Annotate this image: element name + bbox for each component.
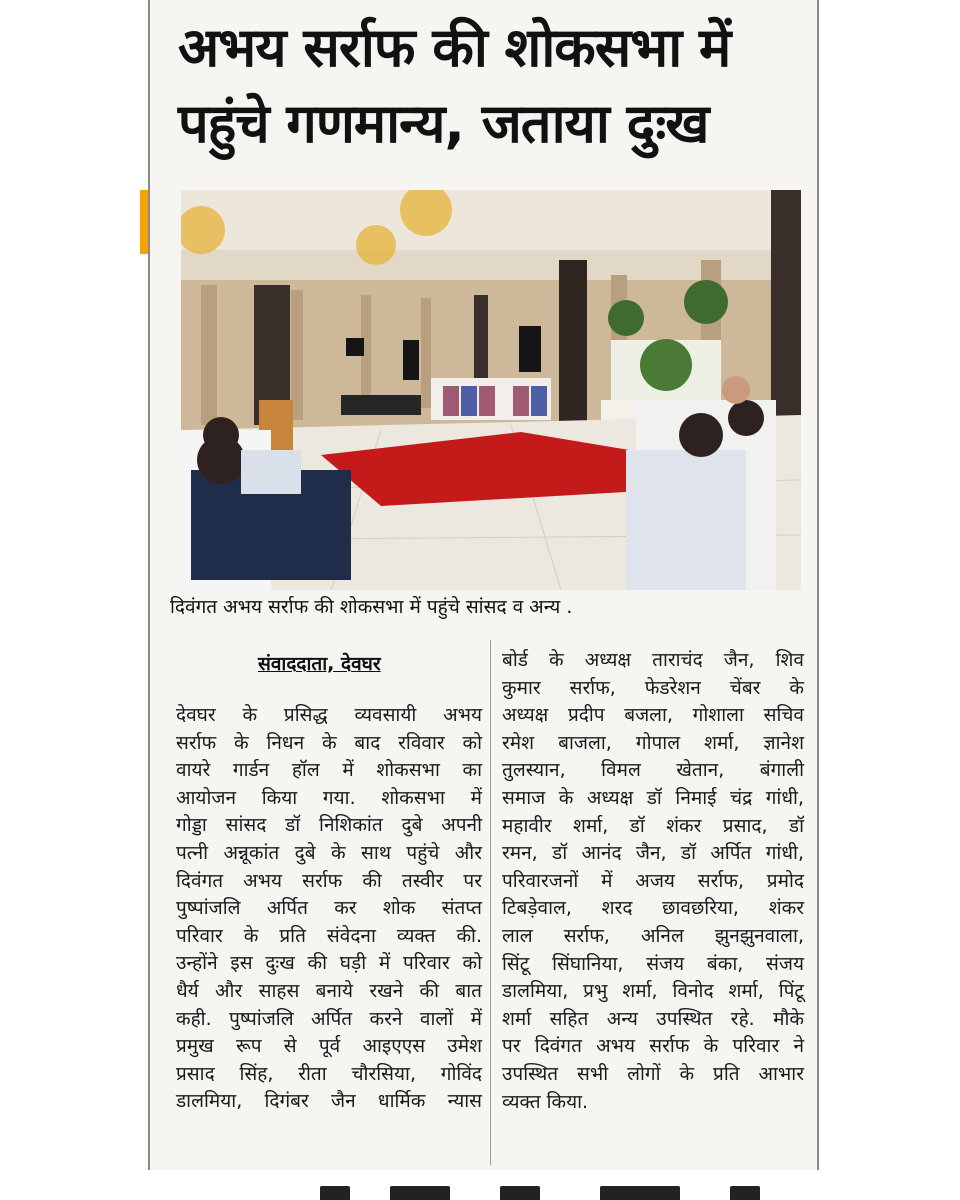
text-line: परिवारजनों में अजय सर्राफ, प्रमोद [502, 869, 804, 892]
next-article-fragment [300, 1178, 770, 1200]
byline: संवाददाता, देवघर [258, 653, 381, 675]
text-line: अध्यक्ष प्रदीप बजला, गोशाला सचिव [502, 704, 804, 727]
headline-line-2: पहुंचे गणमान्य, जताया दुःख [178, 92, 709, 155]
headline [178, 10, 808, 162]
text-line: महावीर शर्मा, डॉ शंकर प्रसाद, डॉ [502, 814, 804, 837]
text-line: समाज के अध्यक्ष डॉ निमाई चंद्र गांधी, [502, 786, 804, 809]
text-line: डालमिया, प्रभु शर्मा, विनोद शर्मा, पिंटू [502, 980, 804, 1003]
text-line: कुमार सर्राफ, फेडरेशन चेंबर के [502, 676, 804, 699]
text-line: शर्मा सहित अन्य उपस्थित रहे. मौके [502, 1007, 804, 1030]
text-line: आयोजन किया गया. शोकसभा में [176, 786, 482, 809]
text-line: दिवंगत अभय सर्राफ की तस्वीर पर [176, 869, 482, 892]
text-line: डालमिया, दिगंबर जैन धार्मिक न्यास [176, 1090, 482, 1113]
text-line: उपस्थित सभी लोगों के प्रति आभार [502, 1062, 804, 1085]
article-column-left [176, 702, 482, 1116]
article-column-right [502, 647, 804, 1116]
text-line: बोर्ड के अध्यक्ष ताराचंद जैन, शिव [502, 649, 804, 671]
headline-line-1: अभय सर्राफ की शोकसभा में [178, 16, 731, 79]
column-divider [490, 640, 491, 1165]
text-line: प्रमुख रूप से पूर्व आइएएस उमेश [176, 1035, 482, 1058]
text-line: उन्होंने इस दुःख की घड़ी में परिवार को [176, 952, 482, 975]
text-line: परिवार के प्रति संवेदना व्यक्त की. [176, 924, 482, 947]
text-line: लाल सर्राफ, अनिल झुनझुनवाला, [502, 924, 804, 947]
text-line: सर्राफ के निधन के बाद रविवार को [176, 731, 482, 754]
accent-mark [140, 190, 148, 254]
text-line: रमेश बाजला, गोपाल शर्मा, ज्ञानेश [502, 731, 804, 754]
text-line: रमन, डॉ आनंद जैन, डॉ अर्पित गांधी, [502, 842, 804, 865]
text-line: पर दिवंगत अभय सर्राफ के परिवार ने [502, 1035, 804, 1058]
text-line: पत्नी अन्नूकांत दुबे के साथ पहुंचे और [176, 841, 482, 864]
text-line: देवघर के प्रसिद्ध व्यवसायी अभय [176, 704, 482, 726]
text-line: तुलस्यान, विमल खेतान, बंगाली [502, 759, 804, 782]
text-line: गोड्डा सांसद डॉ निशिकांत दुबे अपनी [176, 814, 482, 837]
event-photo [181, 190, 801, 590]
text-line: प्रसाद सिंह, रीता चौरसिया, गोविंद [176, 1062, 482, 1085]
photo-caption: दिवंगत अभय सर्राफ की शोकसभा में पहुंचे सांसद व अन्य . [170, 596, 573, 618]
text-line: वायरे गार्डन हॉल में शोकसभा का [176, 759, 482, 782]
text-line: टिबड़ेवाल, शरद छावछरिया, शंकर [502, 897, 804, 920]
text-line: व्यक्त किया. [502, 1090, 589, 1113]
text-line: कही. पुष्पांजलि अर्पित करने वालों में [176, 1007, 482, 1030]
text-line: सिंटू सिंघानिया, संजय बंका, संजय [502, 952, 804, 975]
text-line: पुष्पांजलि अर्पित कर शोक संतप्त [176, 897, 482, 920]
text-line: धैर्य और साहस बनाये रखने की बात [176, 979, 482, 1002]
